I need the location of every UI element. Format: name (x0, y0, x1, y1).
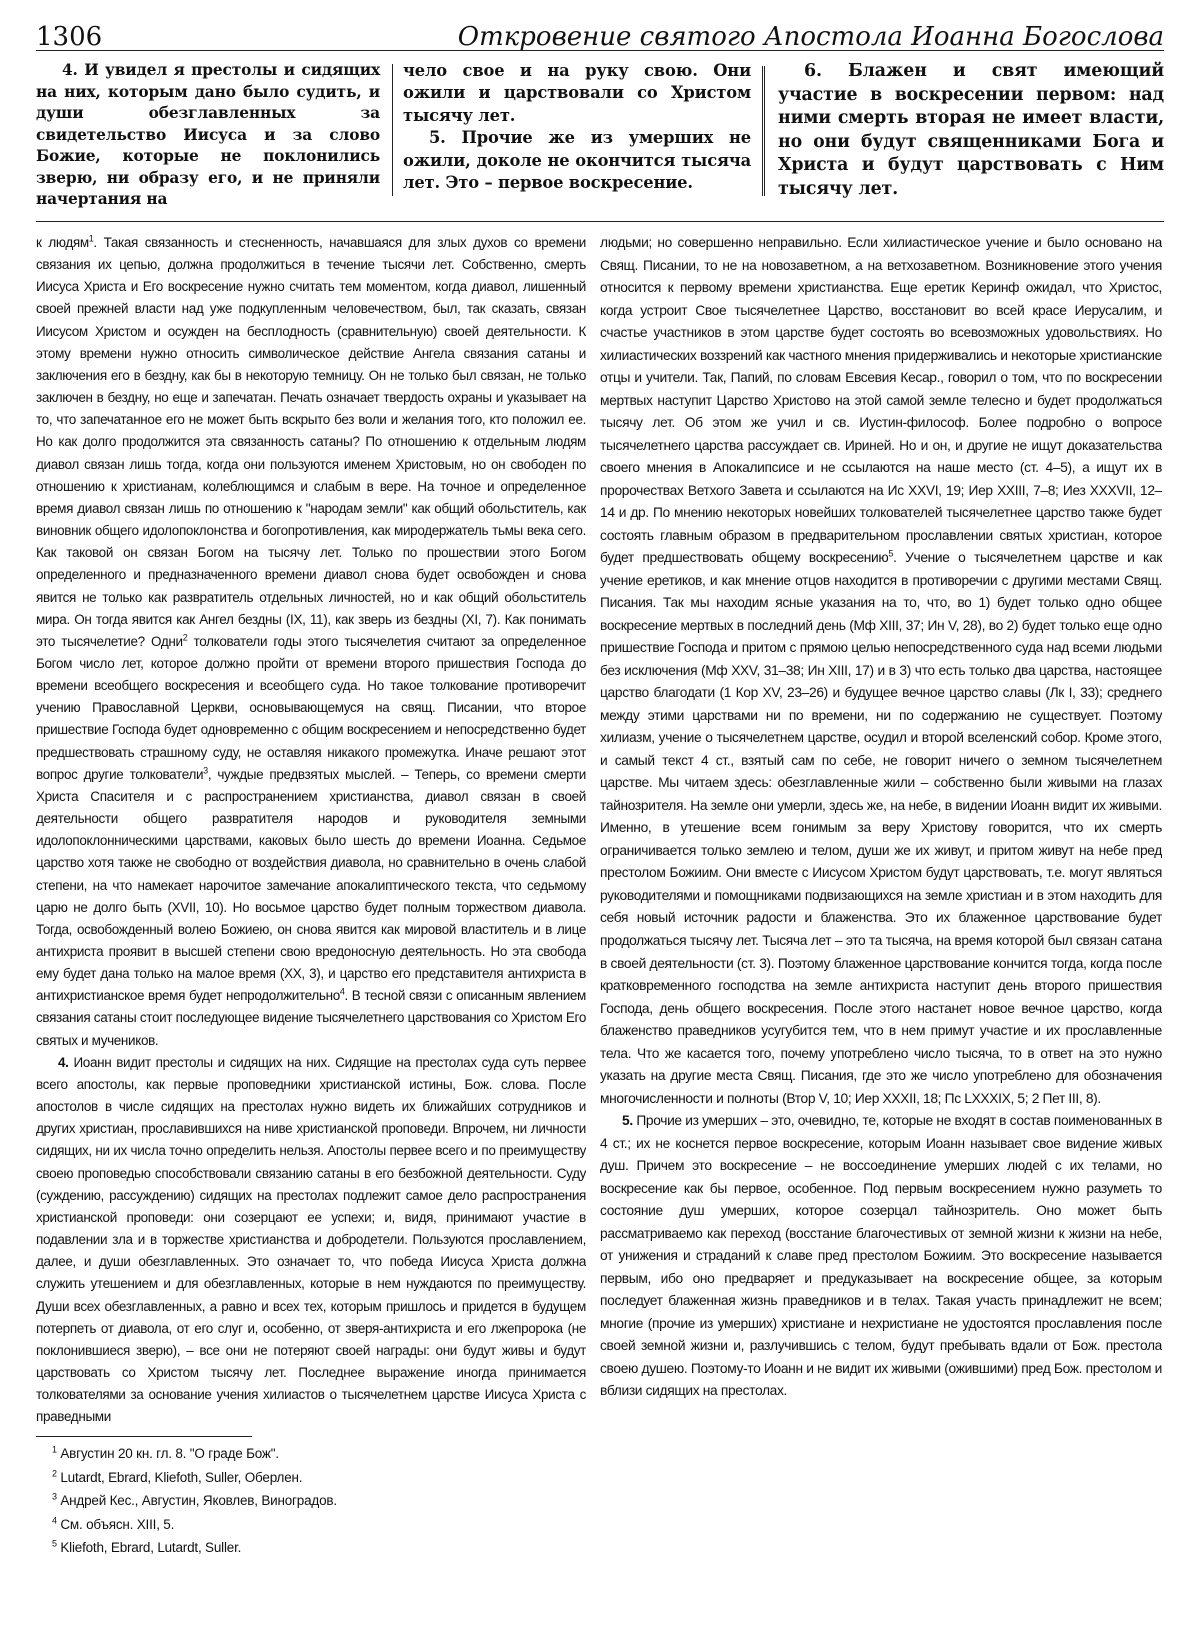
footnote-text: Lutardt, Ebrard, Kliefoth, Suller, Оберлен. (56, 1469, 303, 1485)
running-header (36, 8, 1164, 51)
commentary-right-column (600, 232, 1162, 1427)
footnote-ref: 5 (888, 548, 894, 559)
footnote (52, 1513, 752, 1537)
commentary-paragraph (600, 1110, 1162, 1403)
text-run: . Такая связанность и стесненность, начавшаяся для злых духов со времени связания их цепью, должна продолжиться в течение тысячи лет. Собственно, смерть Иисуса Христа и Его воскресение нужно считать тем моментом, когда диавол, лишенный своей прежней власти над уже подкупленным человечеством, был, так сказать, связан Иисусом Христом и осужден на бесплодность (сравнительную) своей деятельности. К этому времени нужно относить символическое действие Ангела связания сатаны и заключения его в бездну, как бы в некоторую темницу. Он не только был связан, не только заключен в бездну, но еще и запечатан. Печать означает твердость охраны и указывает на то, что запечатанное его не может быть вскрыто без воли и желания того, кто положил ее. Но как долго продолжится эта связанность сатаны? По отношению к отдельным людям диавол связан лишь тогда, когда они пользуются именем Христовым, но он свободен по отношению к христианам, колеблющимся и слабым в вере. На точное и определенное время диавол связан лишь по отношению к "народам земли" как общий обольститель, как виновник общего идолопоклонства и богопротивления, как миродержатель тьмы века сего. Как таковой он связан Богом на тысячу лет. Только по прошествии этого Богом определенного и предназначенного времени диавол снова будет освобожден и снова явится не только как развратитель отдельных личностей, но и как общий обольститель мира. Он тогда явится как Ангел бездны (IX, 11), как зверь из бездны (XI, 7). Как понимать это тысячелетие? Одни (36, 235, 586, 649)
text-run: . В тесной связи с описанным явлением связания сатаны стоит последующее видение тысячелетнего царствования со Христом Его святых и мучеников. (36, 988, 586, 1048)
footnote (52, 1466, 752, 1490)
commentary-left-column (36, 232, 586, 1427)
footnote-ref: 3 (203, 765, 208, 776)
text-run: . Учение о тысячелетнем царстве и как учение еретиков, и как мнение отцов находится в противоречии с другими местами Свящ. Писания. Так мы находим ясные указания на то, что, во 1) будет только одно общее воскресение мертвых в последний день (Мф XIII, 37; Ин V, 28), во 2) будет только еще одно пришествие Господа и притом с прямою целью непосредственного суда над всеми людьми без исключения (Мф XXV, 31–38; Ин XIII, 17) и в 3) что есть только два царства, настоящее царство благодати (1 Кор XV, 23–26) и будущее вечное царство славы (Лк I, 33); среднего между этими царствами ни по времени, ни по содержанию не существует. Поэтому хилиазм, учение о тысячелетнем царстве, осудил и второй вселенский собор. Кроме этого, и самый текст 4 ст., взятый сам по себе, не говорит ничего о земном тысячелетнем царстве. Мы читаем здесь: обезглавленные жили – собственно были живыми на глазах тайнозрителя. На земле они умерли, здесь же, на небе, в видении Иоанн видит их живыми. Именно, в утешение всем гонимым за веру Христову говорится, что их смерть ограничивается только землею и телом, души же их живут, и притом живут на небе пред престолом Божиим. Они вместе с Иисусом Христом будут царствовать, т.е. могут являться руководителями и помощниками подвизающихся на земле христиан и в этом находить для себя новый источник радости и блаженства. Это их блаженное царствование будет продолжаться тысячу лет. Тысяча лет – это та тысяча, на время которой был связан сатана в своей деятельности (ст. 3). Поэтому блаженное царствование кончится тогда, когда после кратковременного господства на земле антихриста наступит день второго пришествия Господа, день общего воскресения. После этого настанет новое вечное царство, когда блаженство праведников усугубится тем, что в нем примут участие и их прославленные тела. Что же касается того, почему употреблено число тысяча, то в ответ на это нужно указать на другие места Свящ. Писания, где это же число употреблено для обозначения многочисленности и полноты (Втор V, 10; Иер XXXII, 18; Пс LXXXIX, 5; 2 Пет III, 8). (600, 550, 1162, 1106)
verse-4-end: чело свое и на руку свою. Они ожили и царствовали со Христом тысячу лет. (403, 61, 751, 125)
commentary-paragraph (36, 232, 586, 1052)
footnote-number: 5 (52, 1538, 57, 1549)
footnote-divider (36, 1436, 252, 1437)
text-run: , чуждые предвзятых мыслей. – Теперь, со времени смерти Христа Спасителя и с распространением христианства, диавол связан в своей деятельности общего развратителя народов и руководителя земными идолопоклонническими царствами, каковых было шесть до времени Иоанна. Седьмое царство хотя также не свободно от воздействия диавола, но сравнительно в очень слабой степени, на что намекает нарочитое замечание апокалиптического текста, что седьмому царю не долго быть (XVII, 10). Но восьмое царство будет полным торжеством диавола. Тогда, освобожденный волею Божиею, он снова явится как мировой властитель и в лице антихриста проявит в высшей степени свою вредоносную деятельность. Но эта свобода ему будет дана только на малое время (XX, 3), и царство его представителя антихриста в антихристианское время будет непродолжительно (36, 766, 586, 1004)
footnote (52, 1489, 752, 1513)
footnote-text: Kliefoth, Ebrard, Lutardt, Suller. (56, 1540, 242, 1555)
footnote-text: См. объясн. XIII, 5. (56, 1516, 175, 1532)
footnote-number: 1 (52, 1444, 57, 1455)
commentary-paragraph (600, 232, 1162, 1110)
verse-column-1 (36, 60, 380, 208)
verse-column-divider (392, 64, 393, 196)
verse-column-divider (762, 66, 765, 196)
text-run: к людям (36, 235, 89, 250)
verse-6: 6. Блажен и свят имеющий участие в воскресении первом: над ними смерть вторая не имеет власти, но они будут священниками Бога и Христа и будут царствовать с Ним тысячу лет. (778, 61, 1164, 199)
footnote-ref: 4 (339, 986, 345, 997)
commentary-paragraph (36, 1052, 586, 1427)
verse-number: 5. (622, 1113, 633, 1129)
running-title: Откровение святого Апостола Иоанна Богослова (457, 22, 1164, 52)
footnote-ref: 2 (182, 632, 188, 643)
page-number: 1306 (36, 22, 103, 52)
text-run: Иоанн видит престолы и сидящих на них. Сидящие на престолах суда суть первее всего апостолы, как первые проповедники христианской истины, Бож. слова. После апостолов в числе сидящих на престолах нужно видеть их ближайших сотрудников и других христиан, прославившихся на ниве христианской проповеди. Впрочем, ни личности сидящих, ни их числа точно определить нельзя. Апостолы первее всего и по преимуществу своею проповедью способствовали связанию сатаны в его безбожной деятельности. Суду (суждению, рассуждению) сидящих на престолах подлежит самое дело распространения христианской проповеди: они созерцают ее успехи; и, видя, принимают участие в подавлении зла и в торжестве христианства и добродетели. Пользуются прославлением, далее, и души обезглавленных. Это означает то, что победа Иисуса Христа должна служить утешением и для обезглавленных, которые в нем нуждаются по преимуществу. Души всех обезглавленных, а равно и всех тех, которым пришлось и придется в будущем потерпеть от диавола, от его слуг и, особенно, от зверя-антихриста и его лжепророка (не поклонившиеся зверю), – все они не потеряют своей награды: они будут живы и будут царствовать со Христом тысячу лет. Последнее выражение иногда принимается толкователями за основание учения хилиастов о тысячелетнем царстве Иисуса Христа с праведными (36, 1054, 586, 1425)
text-run: людьми; но совершенно неправильно. Если хилиастическое учение и было основано на Свящ. Писании, то не на новозаветном, а на ветхозаветном. Возникновение этого учения относится к первому времени христианства. Еще еретик Керинф ожидал, что Христос, когда устроит Свое тысячелетнее Царство, восстановит во всей красе Иерусалим, и счастье участников в этом царстве будет состоять во всевозможных удовольствиях. Но хилиастических воззрений как частного мнения придерживались и некоторые христианские отцы и учители. Так, Папий, по словам Евсевия Кесар., говорил о том, что по воскресении мертвых наступит Царство Христово на этой самой земле телесно и будет продолжаться тысячу лет. Об этом же учил и св. Иустин-философ. Более подробно о вопросе тысячелетнего царства рассуждает св. Ириней. Но и он, и другие не ищут доказательства своего мнения в Апокалипсисе и не ссылаются на наше место (ст. 4–5), а ищут их в пророчествах Ветхого Завета и ссылаются на Ис XXVI, 19; Иер XXIII, 7–8; Иез XXXVII, 12–14 и др. По мнению некоторых новейших толкователей тысячелетнее царство также будет состоять главным образом в предварительном прославлении святых христиан, которое будет предшествовать общему воскресению (600, 235, 1162, 566)
footnote (52, 1442, 752, 1466)
footnote-ref: 1 (88, 233, 94, 244)
verse-column-3 (778, 60, 1164, 200)
footnote-text: Андрей Кес., Августин, Яковлев, Виноградов. (56, 1493, 337, 1508)
footnote-number: 4 (52, 1515, 57, 1525)
footnote-number: 3 (52, 1491, 57, 1502)
verse-5: 5. Прочие же из умерших не ожили, доколе не окончится тысяча лет. Это – первое воскресение. (403, 128, 751, 193)
text-run: Прочие из умерших – это, очевидно, те, которые не входят в состав поименованных в 4 ст.; их не коснется первое воскресение, которым Иоанн называет свое видение живых душ. Причем это воскресение – не воссоединение умерших людей с их телами, но воскресение как бы первое, особенное. Под первым воскресением нужно разуметь то состояние душ умерших, которое созерцал тайнозритель. Оно может быть рассматриваемо как переход (восстание благочестивых от земной жизни к жизни на небе, от унижения и страданий к славе пред престолом Божиим. Это воскресение называется первым, ибо оно предваряет и предуказывает на воскресение общее, за которым последует блаженная жизнь праведников и в телах. Такая участь принадлежит не всем; многие (прочие из умерших) христиане и нехристиане не удостоятся прославления после своей земной жизни и, разлучившись с телом, будут пребывать вдали от Бож. престола своею душею. Поэтому-то Иоанн и не видит их живыми (ожившими) пред Бож. престолом и вблизи сидящих на престолах. (600, 1113, 1162, 1399)
scripture-verses (36, 60, 1164, 208)
verse-column-2 (403, 60, 751, 200)
footnote-text: Августин 20 кн. гл. 8. "О граде Бож". (56, 1446, 279, 1461)
verse-number: 4. (58, 1054, 69, 1070)
text-run: толкователи годы этого тысячелетия считают за определенное Богом число лет, которое должно пройти от времени второго пришествия Господа до времени всеобщего воскресения и всеобщего суда. Но такое толкование противоречит учению Православной Церкви, основывающемуся на свящ. Писании, что второе пришествие Господа будет одновременно с общим воскресением и непосредственно будет предшествовать страшному суду, не оставляя никакого промежутка. Иначе решают этот вопрос другие толкователи (36, 633, 586, 782)
footnote (52, 1536, 752, 1560)
section-divider (36, 221, 1164, 222)
footnotes (52, 1442, 752, 1560)
verse-4-start: 4. И увидел я престолы и сидящих на них, которым дано было судить, и души обезглавленных за свидетельство Иисуса и за слово Божие, которые не поклонились зверю, ни образу его, и не приняли начертания на (36, 61, 380, 208)
footnote-number: 2 (52, 1468, 57, 1478)
